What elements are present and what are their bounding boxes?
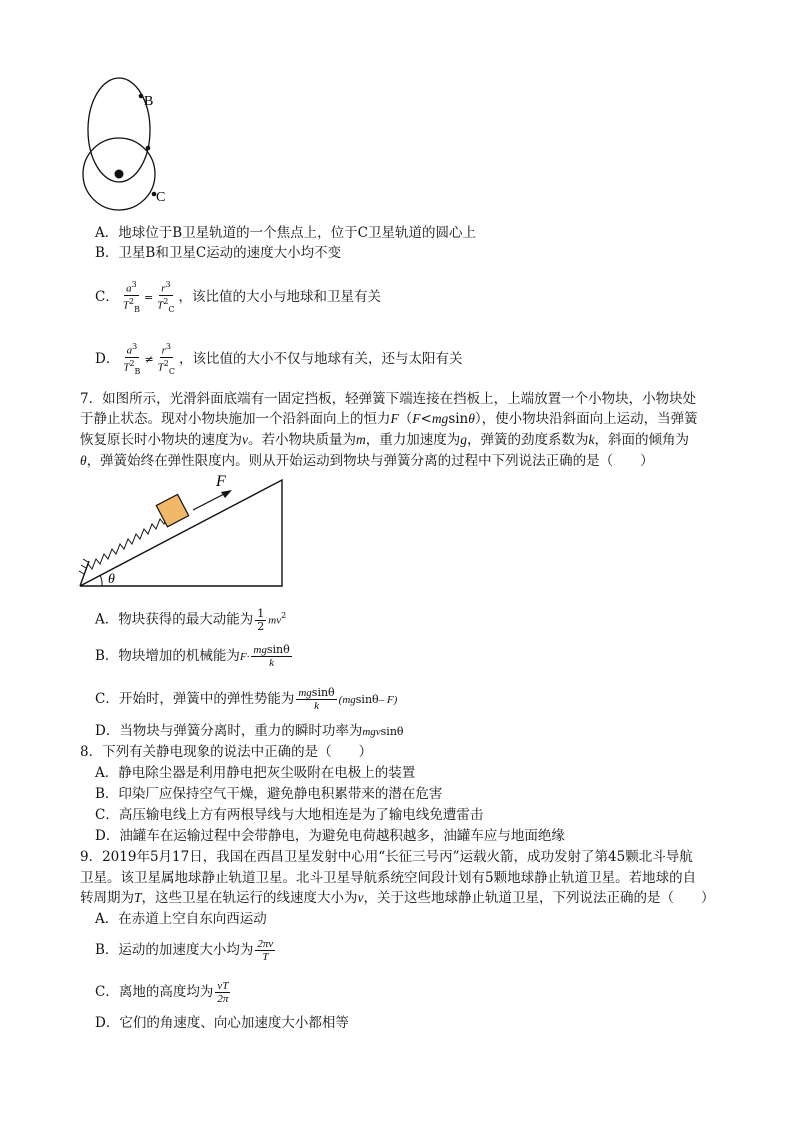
incline-slope	[80, 480, 282, 586]
q9-stem-line-2: 卫星。该卫星属地球静止轨道卫星。北斗卫星导航系统空间段计划有5颗地球静止轨道卫星。若地球的自	[80, 870, 697, 886]
orbit-figure	[76, 74, 186, 224]
orbit-b-ellipse	[88, 78, 150, 182]
q6-option-c: C． $\frac{a^3}{T^2_B}$ = $\frac{r^3}{T^2_C}$ ，该比值的大小与地球和卫星有关	[95, 280, 382, 314]
q7-stem-line-3: 恢复原长时小物块的速度为v。若小物块质量为m，重力加速度为g，弹簧的劲度系数为k，斜面的倾角为	[80, 432, 689, 448]
q8-option-a: A．静电除尘器是利用静电把灰尘吸附在电极上的装置	[95, 765, 416, 781]
q6-c-frac-left: $\frac{a^3}{T^2_B}$	[122, 280, 140, 314]
q6-d-frac-right: $\frac{r^3}{T^2_C}$	[157, 342, 175, 376]
q7-stem-line-2: 于静止状态。现对小物块施加一个沿斜面向上的恒力F（F<mgsinθ），使小物块沿斜面向上运动，当弹簧	[80, 411, 698, 427]
satellite-b-dot	[139, 94, 144, 99]
label-f: F	[216, 474, 226, 490]
q9-stem-line-1: 9．2019年5月17日，我国在西昌卫星发射中心用“长征三号丙”运载火箭，成功发射了第45颗北斗导航	[80, 849, 693, 865]
q8-option-c: C．高压输电线上方有两根导线与大地相连是为了输电线免遭雷击	[95, 807, 484, 823]
q9-stem-line-3: 转周期为T，这些卫星在轨运行的线速度大小为v，关于这些地球静止轨道卫星，下列说法正确的是（ ）	[80, 890, 715, 906]
q6-option-a: A．地球位于B卫星轨道的一个焦点上，位于C卫星轨道的圆心上	[95, 225, 476, 241]
q6-c-frac-right: $\frac{r^3}{T^2_C}$	[157, 280, 175, 314]
label-b: B	[144, 94, 154, 109]
label-theta: θ	[108, 572, 115, 587]
q9-option-d: D．它们的角速度、向心加速度大小都相等	[95, 1015, 349, 1031]
q7-c-frac: $\frac{mgsin\theta}{k}$	[298, 686, 335, 712]
q9-b-frac: $\frac{2\pi v}{T}$	[257, 938, 274, 963]
q7-stem-line-4: θ，弹簧始终在弹性限度内。则从开始运动到物块与弹簧分离的过程中下列说法正确的是（ ）	[80, 453, 654, 469]
q9-option-b: B．运动的加速度大小均为 $\frac{2\pi v}{T}$	[95, 938, 274, 963]
label-c: C	[156, 190, 166, 205]
earth-dot	[115, 170, 124, 179]
q7-stem-line-1: 7．如图所示，光滑斜面底端有一固定挡板，轻弹簧下端连接在挡板上，上端放置一个小物块，小物块处	[80, 391, 697, 407]
q8-option-d: D．油罐车在运输过程中会带静电，为避免电荷越积越多，油罐车应与地面绝缘	[95, 828, 565, 844]
q7-option-a: A．物块获得的最大动能为 $\frac{1}{2}$ $mv^2$	[95, 606, 287, 633]
q7-option-d: D．当物块与弹簧分离时，重力的瞬时功率为mgvsinθ	[95, 723, 404, 739]
q8-option-b: B．印染厂应保持空气干燥，避免静电积累带来的潜在危害	[95, 786, 443, 802]
q9-option-a: A．在赤道上空自东向西运动	[95, 911, 267, 927]
q7-a-frac: $\frac{1}{2}$	[257, 606, 265, 633]
q9-c-frac: $\frac{vT}{2\pi}$	[217, 980, 229, 1005]
q9-option-c: C．离地的高度均为 $\frac{vT}{2\pi}$	[95, 980, 229, 1005]
angle-arc	[100, 575, 102, 586]
q7-b-frac: $\frac{mgsin\theta}{k}$	[253, 643, 290, 669]
q6-option-d: D． $\frac{a^3}{T^2_B}$ ≠ $\frac{r^3}{T^2_C}$ ，该比值的大小不仅与地球有关，还与太阳有关	[95, 342, 463, 376]
intersection-dot	[146, 146, 151, 151]
q6-option-b: B．卫星B和卫星C运动的速度大小均不变	[95, 245, 342, 261]
q7-option-b: B．物块增加的机械能为F· $\frac{mgsin\theta}{k}$	[95, 643, 290, 669]
q6-d-frac-left: $\frac{a^3}{T^2_B}$	[123, 342, 141, 376]
q7-option-c: C．开始时，弹簧中的弹性势能为 $\frac{mgsin\theta}{k}$ (mgsinθ– F)	[95, 686, 398, 712]
block	[156, 494, 188, 526]
q8-stem: 8．下列有关静电现象的说法中正确的是（ ）	[80, 744, 373, 760]
force-arrow-line	[193, 493, 226, 510]
force-arrow-head	[221, 490, 232, 498]
incline-figure	[76, 474, 288, 590]
